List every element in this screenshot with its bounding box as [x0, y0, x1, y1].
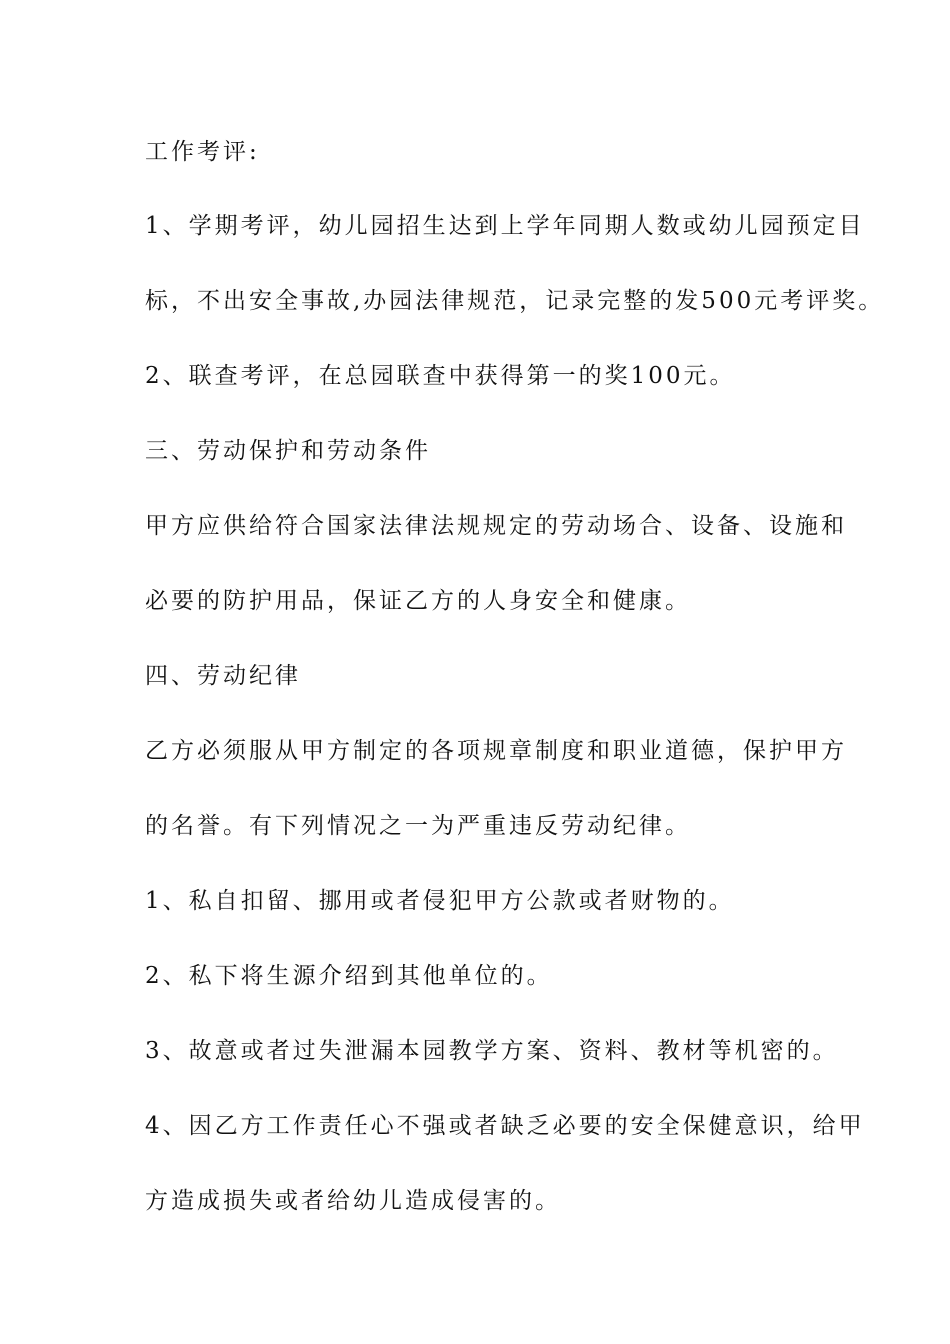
paragraph-line: 乙方必须服从甲方制定的各项规章制度和职业道德，保护甲方 [145, 738, 847, 764]
paragraph-line: 标，不出安全事故,办园法律规范，记录完整的发500元考评奖。 [145, 288, 885, 314]
section-heading-labor-protection: 三、劳动保护和劳动条件 [145, 438, 431, 464]
list-item: 4、因乙方工作责任心不强或者缺乏必要的安全保健意识，给甲 [145, 1113, 865, 1139]
paragraph-line: 必要的防护用品，保证乙方的人身安全和健康。 [145, 588, 691, 614]
heading-work-evaluation: 工作考评: [145, 139, 260, 165]
list-item: 2、私下将生源介绍到其他单位的。 [145, 963, 553, 989]
paragraph-line: 方造成损失或者给幼儿造成侵害的。 [145, 1188, 561, 1214]
list-item: 3、故意或者过失泄漏本园教学方案、资料、教材等机密的。 [145, 1038, 839, 1064]
paragraph-line: 1、学期考评，幼儿园招生达到上学年同期人数或幼儿园预定目 [145, 213, 865, 239]
list-item: 1、私自扣留、挪用或者侵犯甲方公款或者财物的。 [145, 888, 735, 914]
section-heading-labor-discipline: 四、劳动纪律 [145, 663, 301, 689]
paragraph-line: 2、联查考评，在总园联查中获得第一的奖100元。 [145, 363, 736, 389]
paragraph-line: 的名誉。有下列情况之一为严重违反劳动纪律。 [145, 813, 691, 839]
paragraph-line: 甲方应供给符合国家法律法规规定的劳动场合、设备、设施和 [145, 513, 847, 539]
